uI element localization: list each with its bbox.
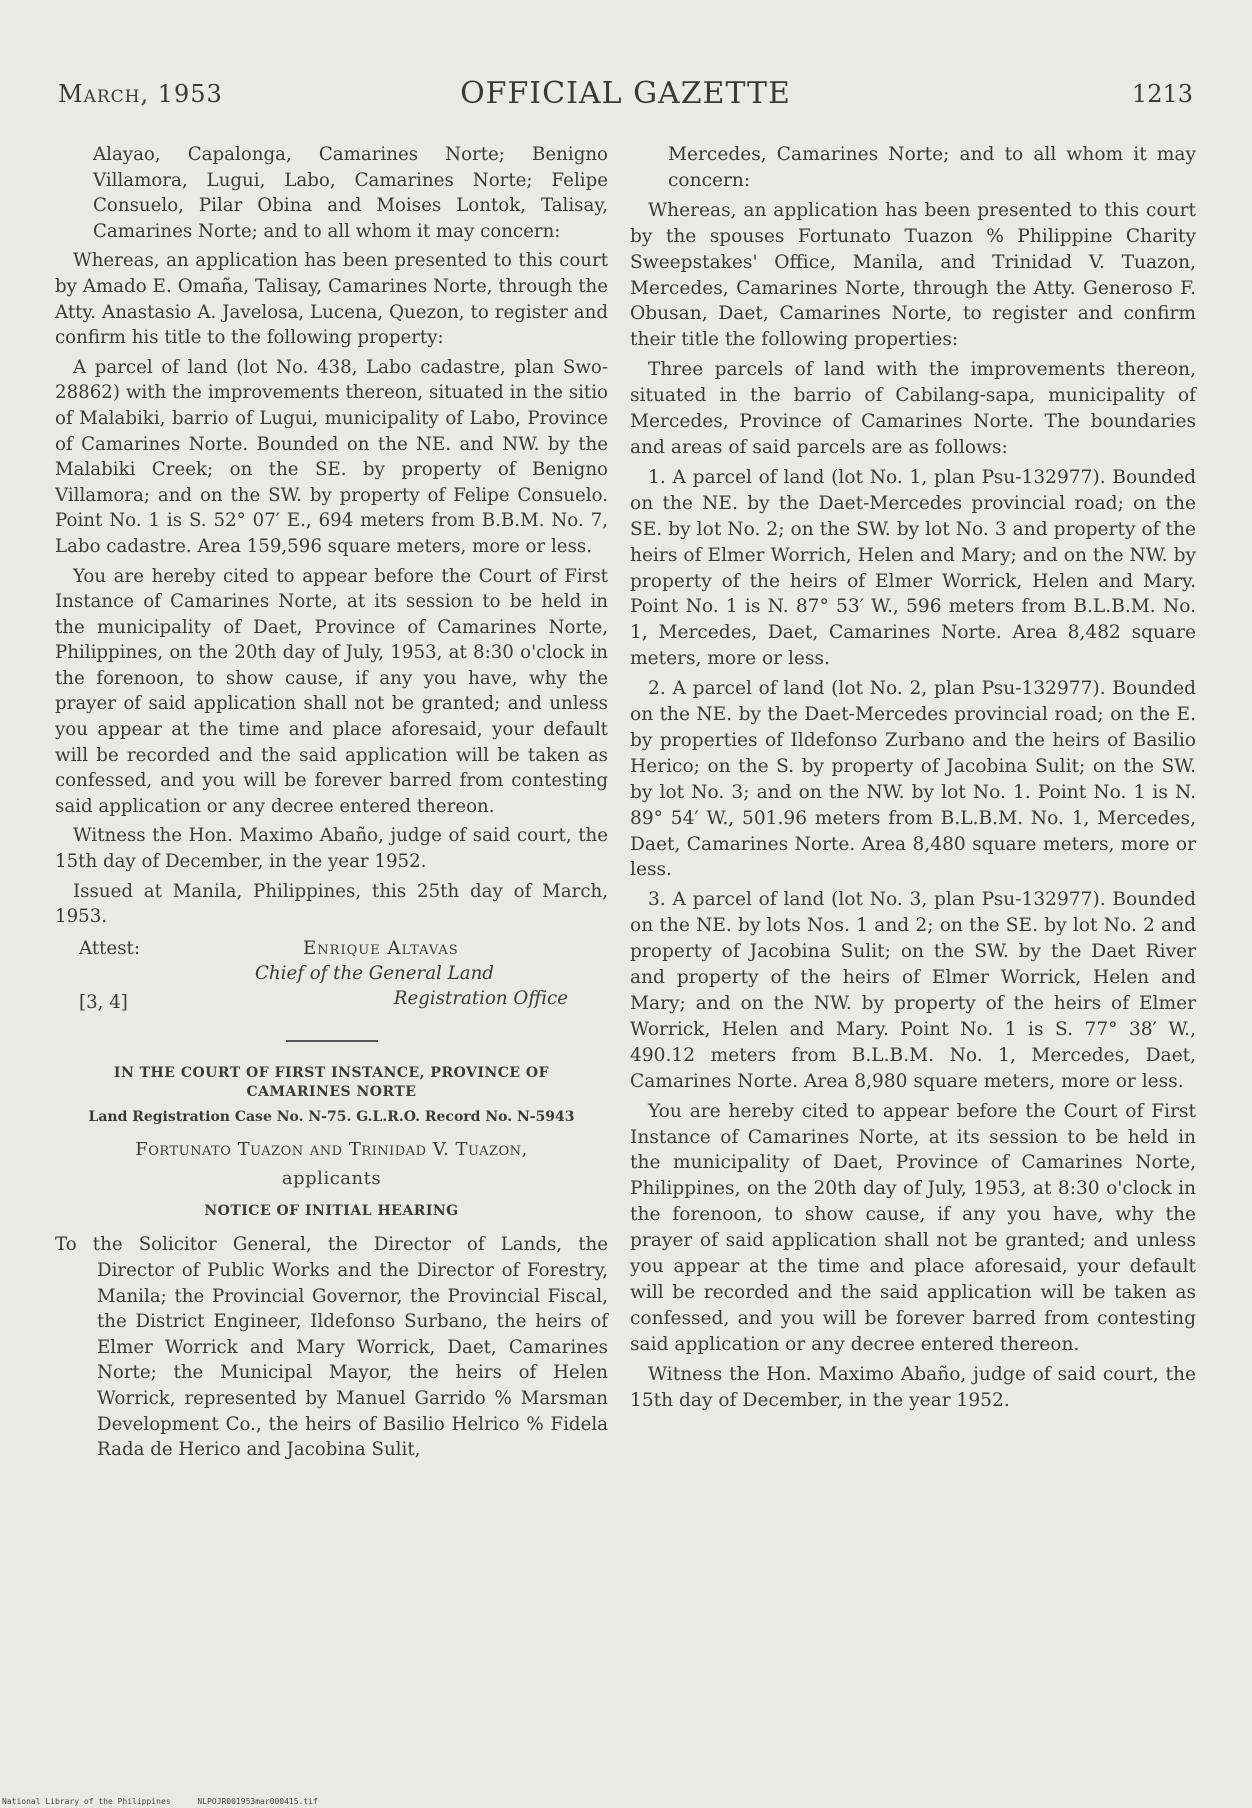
- parcel-2: 2. A parcel of land (lot No. 2, plan Psu-132977). Bounded on the NE. by the Daet-Mercedes provincial road; on the E. by properties of Ildefonso Zurbano and the heirs of Basilio Herico; on the S. by property of Jacobina Sulit; on the SW. by lot No. 3; and on the NW. by lot No. 1. Point No. 1 is N. 89° 54′ W., 501.96 meters from B.L.B.M. No. 1, Mercedes, Daet, Camarines Norte. Area 8,480 square meters, more or less.: [630, 678, 1196, 881]
- parcels-intro: Three parcels of land with the improvements thereon, situated in the barrio of Cabilang-sapa, municipality of Mercedes, Province of Camarines Norte. The boundaries and areas of said parcels are as follows:: [630, 359, 1196, 458]
- right-column: [630, 142, 1196, 1418]
- issue-reference: [3, 4]: [79, 991, 128, 1013]
- parcel-3: 3. A parcel of land (lot No. 3, plan Psu-132977). Bounded on the NE. by lots Nos. 1 and 2; on the SE. by lot No. 2 and property of Jacobina Sulit; on the SW. by the Daet River and property of the heirs of Elmer Worrick, Helen and Mary; and on the NW. by property of the heirs of Elmer Worrick, Helen and Mary. Point No. 1 is S. 77° 38′ W., 490.12 meters from B.L.B.M. No. 1, Mercedes, Daet, Camarines Norte. Area 8,980 square meters, more or less.: [630, 889, 1196, 1092]
- witness-paragraph-2: Witness the Hon. Maximo Abaño, judge of said court, the 15th day of December, in the year 1952.: [630, 1363, 1196, 1411]
- scan-footer: [2, 1797, 340, 1806]
- notice-title: NOTICE OF INITIAL HEARING: [204, 1202, 459, 1219]
- witness-paragraph: Witness the Hon. Maximo Abaño, judge of said court, the 15th day of December, in the year 1952.: [55, 825, 608, 873]
- property-description: A parcel of land (lot No. 438, Labo cadastre, plan Swo-28862) with the improvements thereon, situated in the sitio of Malabiki, barrio of Lugui, municipality of Labo, Province of Camarines Norte. Bounded on the NE. and NW. by the Malabiki Creek; on the SE. by property of Benigno Villamora; and on the SW. by property of Felipe Consuelo. Point No. 1 is S. 52° 07′ E., 694 meters from B.B.M. No. 7, Labo cadastre. Area 159,596 square meters, more or less.: [55, 356, 608, 557]
- attest-title-line2: Registration Office: [393, 987, 568, 1009]
- section-divider: [286, 1040, 378, 1042]
- attest-block: [55, 936, 608, 1036]
- attest-signatory: Enrique Altavas: [303, 937, 459, 959]
- court-heading: IN THE COURT OF FIRST INSTANCE, PROVINCE OF CAMARINES NORTE: [113, 1064, 550, 1100]
- parties-names: Fortunato Tuazon and Trinidad V. Tuazon,: [135, 1138, 528, 1160]
- header-date: March, 1953: [58, 80, 223, 108]
- citation-paragraph-2: You are hereby cited to appear before the Court of First Instance of Camarines Norte, at its session to be held in the municipality of Daet, Province of Camarines Norte, Philippines, on the 20th day of July, 1953, at 8:30 o'clock in the forenoon, to show cause, if any you have, why the prayer of said application shall not be granted; and unless you appear at the time and place aforesaid, your default will be recorded and the said application will be taken as confessed, and you will be forever barred from contesting said application or any decree entered thereon.: [630, 1100, 1196, 1355]
- citation-paragraph: You are hereby cited to appear before the Court of First Instance of Camarines Norte, at its session to be held in the municipality of Daet, Province of Camarines Norte, Philippines, on the 20th day of July, 1953, at 8:30 o'clock in the forenoon, to show cause, if any you have, why the prayer of said application shall not be granted; and unless you appear at the time and place aforesaid, your default will be recorded and the said application will be taken as confessed, and you will be forever barred from contesting said application or any decree entered thereon.: [55, 565, 608, 817]
- parties-role: applicants: [281, 1167, 382, 1189]
- header-page-number: 1213: [1131, 80, 1193, 108]
- footer-filename: NLPOJR001953mar000415.tif: [197, 1797, 318, 1806]
- page-header: [58, 76, 1193, 120]
- whereas-paragraph: Whereas, an application has been presented to this court by Amado E. Omaña, Talisay, Camarines Norte, through the Atty. Anastasio A. Javelosa, Lucena, Quezon, to register and confirm his title to the following property:: [55, 250, 608, 349]
- whereas-paragraph-2: Whereas, an application has been presented to this court by the spouses Fortunato Tuazon % Philippine Charity Sweepstakes' Office, Manila, and Trinidad V. Tuazon, Mercedes, Camarines Norte, through the Atty. Generoso F. Obusan, Daet, Camarines Norte, to register and confirm their title the following properties:: [630, 199, 1196, 351]
- attest-label: Attest:: [79, 937, 140, 959]
- case-number: Land Registration Case No. N-75. G.L.R.O. Record No. N-5943: [88, 1108, 575, 1125]
- addressees-end: Mercedes, Camarines Norte; and to all whom it may concern:: [668, 144, 1196, 191]
- left-column: [55, 142, 608, 1467]
- addressees-continued: Alayao, Capalonga, Camarines Norte; Benigno Villamora, Lugui, Labo, Camarines Norte; Felipe Consuelo, Pilar Obina and Moises Lontok, Talisay, Camarines Norte; and to all whom it may concern:: [93, 144, 608, 242]
- header-title: OFFICIAL GAZETTE: [460, 76, 791, 111]
- footer-source: National Library of the Philippines: [2, 1797, 171, 1806]
- addressees-list: To the Solicitor General, the Director of Lands, the Director of Public Works and the Director of Forestry, Manila; the Provincial Governor, the Provincial Fiscal, the District Engineer, Ildefonso Surbano, the heirs of Elmer Worrick and Mary Worrick, Daet, Camarines Norte; the Municipal Mayor, the heirs of Helen Worrick, represented by Manuel Garrido % Marsman Development Co., the heirs of Basilio Helrico % Fidela Rada de Herico and Jacobina Sulit,: [55, 1234, 608, 1461]
- attest-title-line1: Chief of the General Land: [255, 962, 494, 984]
- parcel-1: 1. A parcel of land (lot No. 1, plan Psu-132977). Bounded on the NE. by the Daet-Mercedes provincial road; on the SE. by lot No. 2; on the SW. by lot No. 3 and property of the heirs of Elmer Worrich, Helen and Mary; and on the NW. by property of the heirs of Elmer Worrick, Helen and Mary. Point No. 1 is N. 87° 53′ W., 596 meters from B.L.B.M. No. 1, Mercedes, Daet, Camarines Norte. Area 8,482 square meters, more or less.: [630, 466, 1196, 670]
- issued-paragraph: Issued at Manila, Philippines, this 25th day of March, 1953.: [55, 880, 608, 928]
